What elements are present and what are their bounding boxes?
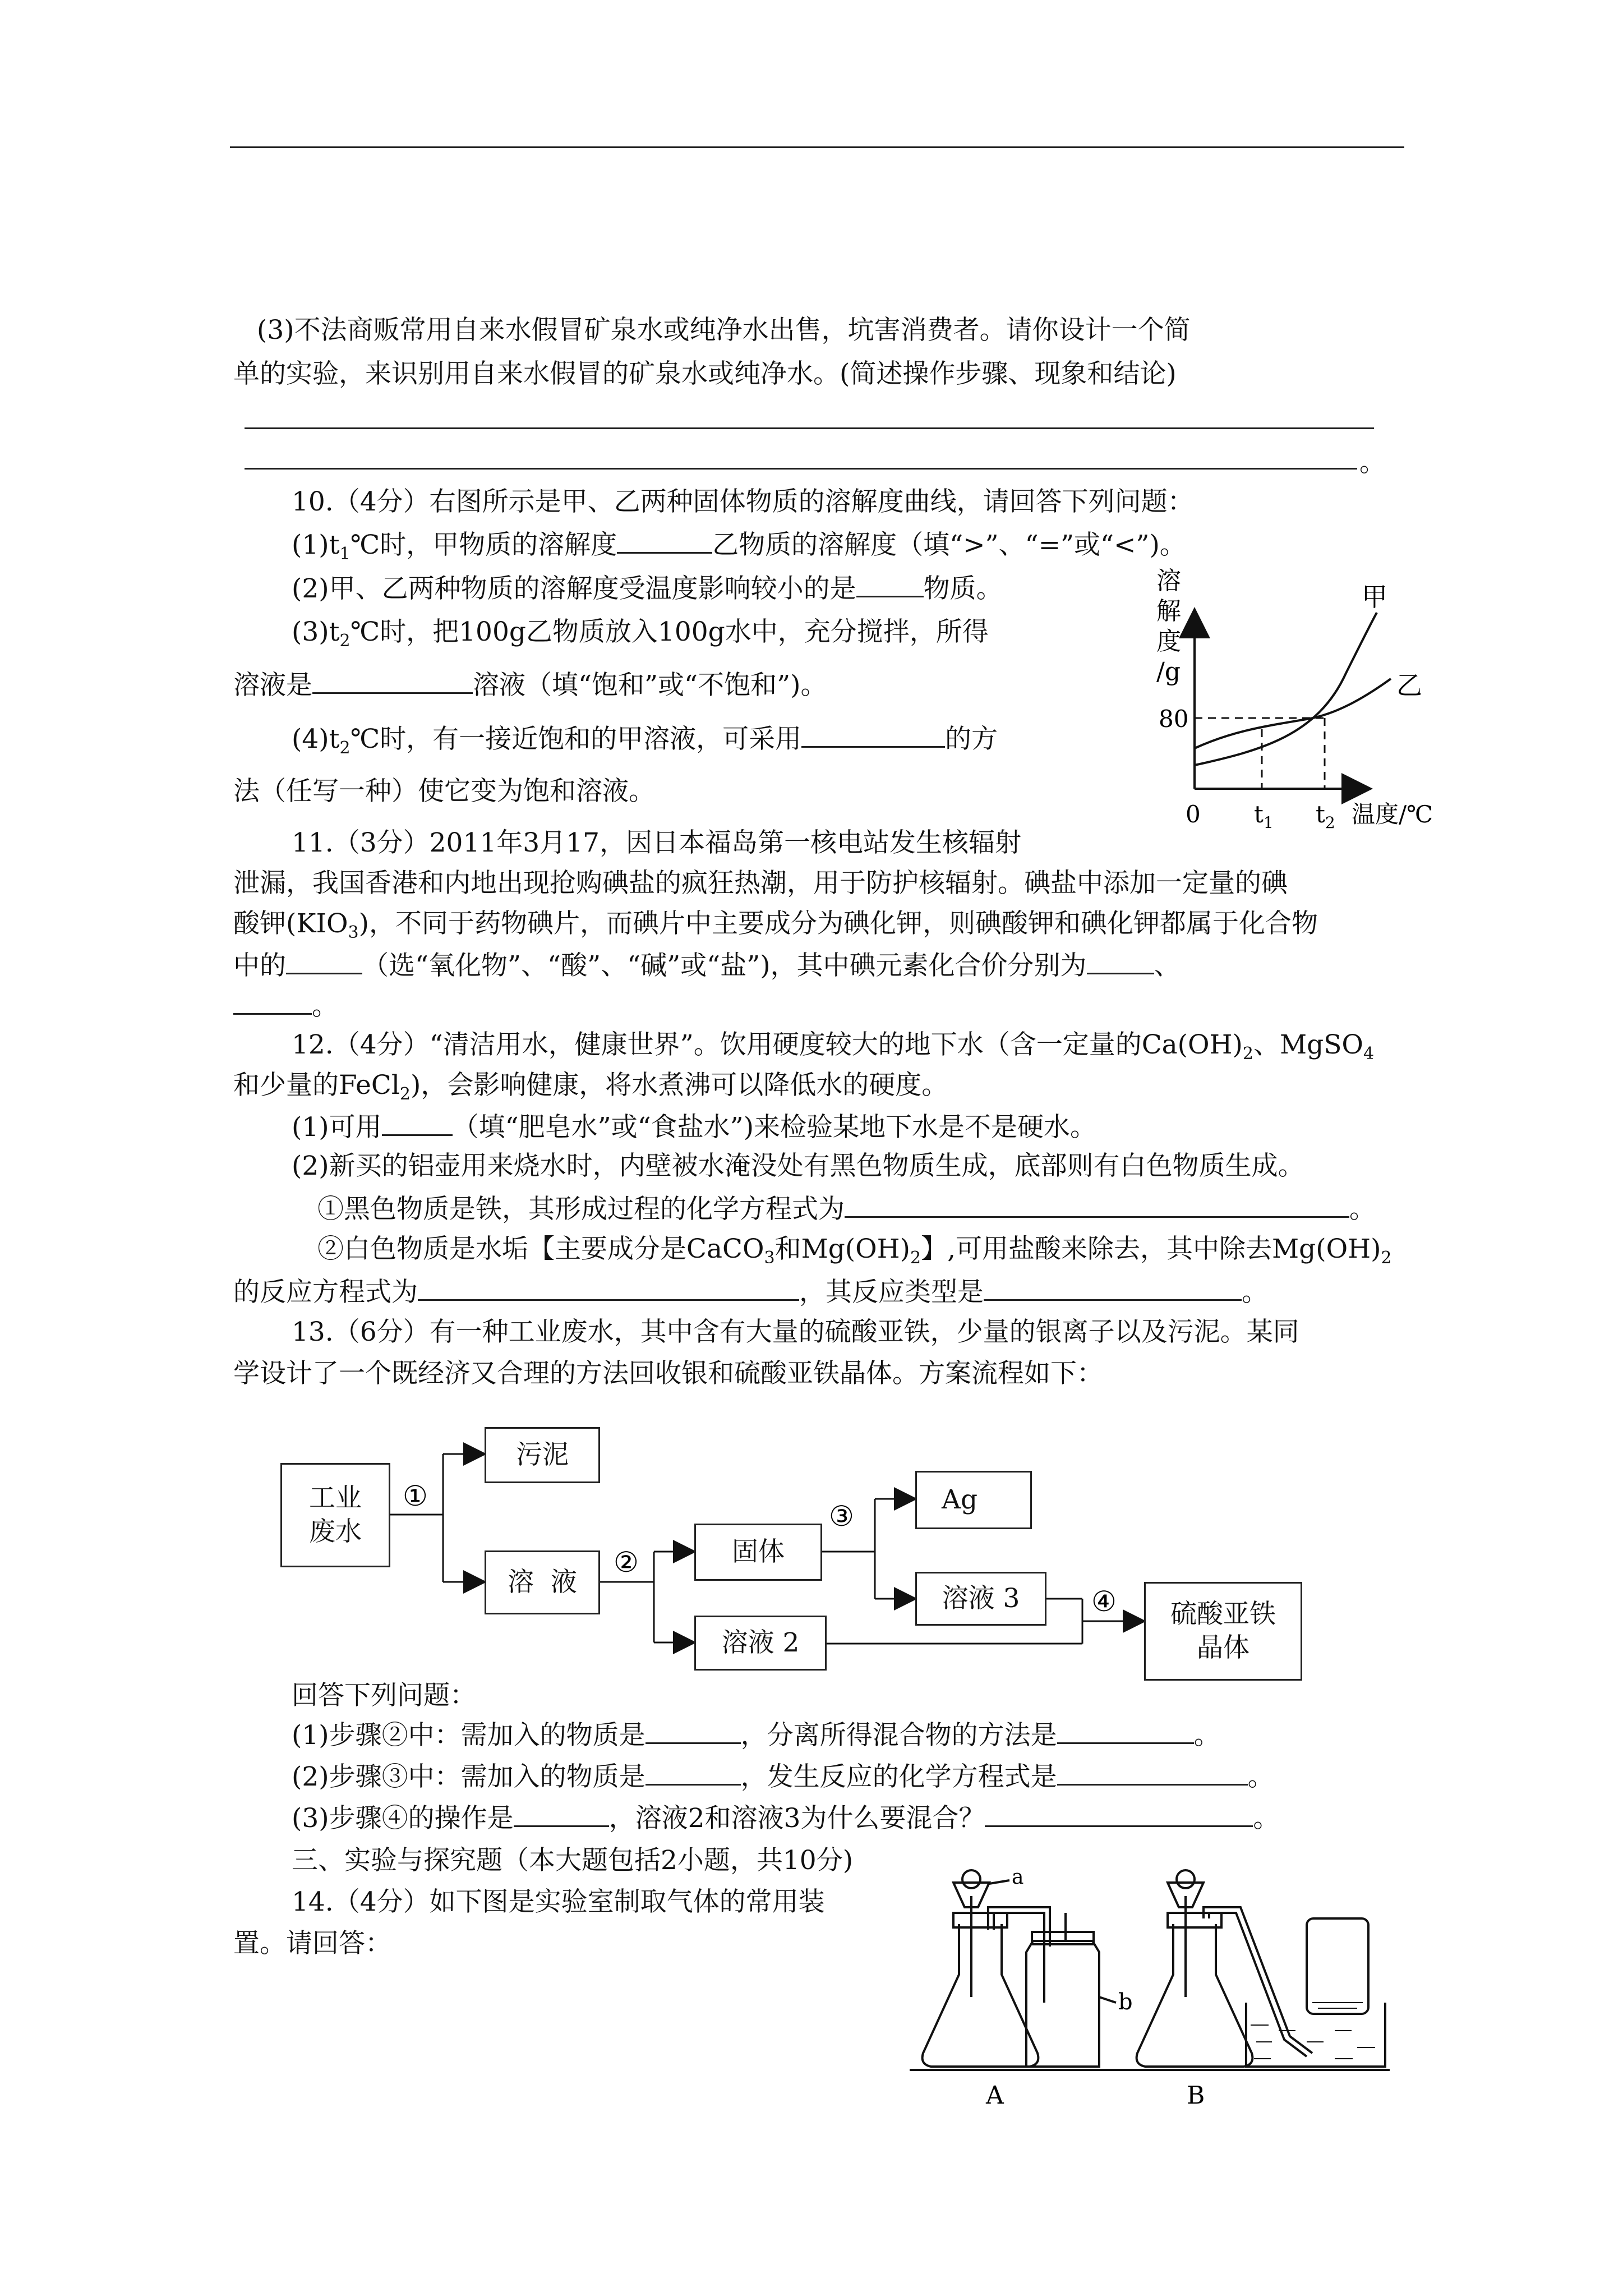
- box-ag: Ag: [915, 1471, 1032, 1529]
- q12-line5: ①黑色物质是铁，其形成过程的化学方程式为 。: [317, 1191, 1376, 1226]
- q10-part2: (2)甲、乙两种物质的溶解度受温度影响较小的是 物质。: [292, 571, 1003, 605]
- q11-line5: 。: [233, 988, 338, 1023]
- step-2-label: ②: [614, 1546, 639, 1579]
- xtick-t2: $t_2$: [1316, 800, 1335, 832]
- box-crystal: 硫酸亚铁 晶体: [1144, 1582, 1302, 1681]
- q14-line1: 14.（4分）如下图是实验室制取气体的常用装: [292, 1887, 825, 1917]
- q13-answer-intro: 回答下列问题：: [292, 1680, 476, 1711]
- q12-line3: (1)可用 （填“肥皂水”或“食盐水”)来检验某地下水是不是硬水。: [292, 1110, 1096, 1144]
- xtick-t1: $t_1$: [1254, 800, 1274, 832]
- q12-line6: ②白色物质是水垢【主要成分是CaCO$_3$和$Mg(OH)_2$】,可用盐酸来除去，其中除去$Mg(OH)_2$: [317, 1234, 1392, 1268]
- label-A: A: [986, 2081, 1004, 2110]
- q11-line1: 11.（3分）2011年3月17，因日本福岛第一核电站发生核辐射: [292, 827, 1021, 858]
- q13-a2: (2)步骤③中：需加入的物质是 ，发生反应的化学方程式是 。: [292, 1759, 1274, 1793]
- q13-line2: 学设计了一个既经济又合理的方法回收银和硫酸亚铁晶体。方案流程如下：: [233, 1358, 1103, 1389]
- series-jia-label: 甲: [1362, 582, 1387, 612]
- q10-part4-cont: 法（任写一种）使它变为饱和溶液。: [233, 776, 655, 807]
- origin-label: 0: [1186, 800, 1201, 828]
- box-solid: 固体: [694, 1524, 822, 1581]
- q10-part3: $(3)t_2℃$时，把100g乙物质放入100g水中，充分搅拌，所得: [292, 616, 989, 651]
- q12-line4: (2)新买的铝壶用来烧水时，内壁被水淹没处有黑色物质生成，底部则有白色物质生成。: [292, 1151, 1304, 1181]
- series-yi-label: 乙: [1396, 670, 1422, 701]
- label-B: B: [1187, 2081, 1205, 2110]
- q13-a1: (1)步骤②中：需加入的物质是 ，分离所得混合物的方法是 。: [292, 1718, 1220, 1752]
- ylabel-4: /g: [1156, 657, 1181, 686]
- label-a: a: [1012, 1866, 1024, 1889]
- q11-line4: 中的 （选“氧化物”、“酸”、“碱”或“盐”)，其中碘元素化合价分别为 、: [233, 948, 1181, 982]
- label-b: b: [1118, 1989, 1133, 2015]
- step-3-label: ③: [829, 1500, 854, 1533]
- box-solution: 溶 液: [485, 1550, 600, 1614]
- ylabel-2: 解: [1156, 597, 1181, 625]
- step-4-label: ④: [1091, 1585, 1117, 1618]
- q12-line7: 的反应方程式为 ，其反应类型是 。: [233, 1274, 1268, 1309]
- answer-end-mark: 。: [1359, 447, 1386, 478]
- ylabel-3: 度: [1156, 627, 1181, 656]
- q10-part4: $(4)t_2℃$时，有一接近饱和的甲溶液，可采用 的方: [292, 721, 998, 765]
- q9-3-line1: (3)不法商贩常用自来水假冒矿泉水或纯净水出售，坑害消费者。请你设计一个简: [257, 315, 1191, 346]
- q11-line2: 泄漏，我国香港和内地出现抢购碘盐的疯狂热潮，用于防护核辐射。碘盐中添加一定量的碘: [233, 868, 1288, 899]
- box-wastewater: 工业 废水: [280, 1463, 390, 1567]
- q9-3-line2: 单的实验，来识别用自来水假冒的矿泉水或纯净水。(简述操作步骤、现象和结论): [233, 358, 1177, 389]
- q12-line2: 和少量的FeCl$_2$)，会影响健康，将水煮沸可以降低水的硬度。: [233, 1070, 948, 1104]
- q10-stem: 10.（4分）右图所示是甲、乙两种固体物质的溶解度曲线，请回答下列问题：: [292, 486, 1194, 517]
- box-sludge: 污泥: [485, 1427, 600, 1483]
- ytick-80: 80: [1159, 705, 1189, 733]
- q12-line1: 12.（4分）“清洁用水，健康世界”。饮用硬度较大的地下水（含一定量的$Ca(OH)_2$、MgSO$_4$: [292, 1029, 1375, 1064]
- q14-line2: 置。请回答：: [233, 1928, 391, 1959]
- section-3-title: 三、实验与探究题（本大题包括2小题，共10分): [292, 1845, 854, 1876]
- q13-a3: (3)步骤④的操作是 ，溶液2和溶液3为什么要混合？ 。: [292, 1801, 1279, 1835]
- q11-line3: 酸钾$(KIO_3)$，不同于药物碘片，而碘片中主要成分为碘化钾，则碘酸钾和碘化钾都属于化合物: [233, 908, 1318, 942]
- box-solution-3: 溶液 3: [915, 1572, 1046, 1626]
- step-1-label: ①: [403, 1480, 428, 1512]
- q13-line1: 13.（6分）有一种工业废水，其中含有大量的硫酸亚铁，少量的银离子以及污泥。某同: [292, 1317, 1299, 1347]
- xlabel: 温度/℃: [1352, 800, 1433, 828]
- q10-part3-cont: 溶液是 溶液（填“饱和”或“不饱和”)。: [233, 668, 827, 702]
- q10-part1: $(1)t_1℃$时，甲物质的溶解度 乙物质的溶解度（填“>”、“=”或“<”)。: [292, 527, 1186, 570]
- ylabel-1: 溶: [1156, 567, 1181, 595]
- box-solution-2: 溶液 2: [694, 1616, 827, 1671]
